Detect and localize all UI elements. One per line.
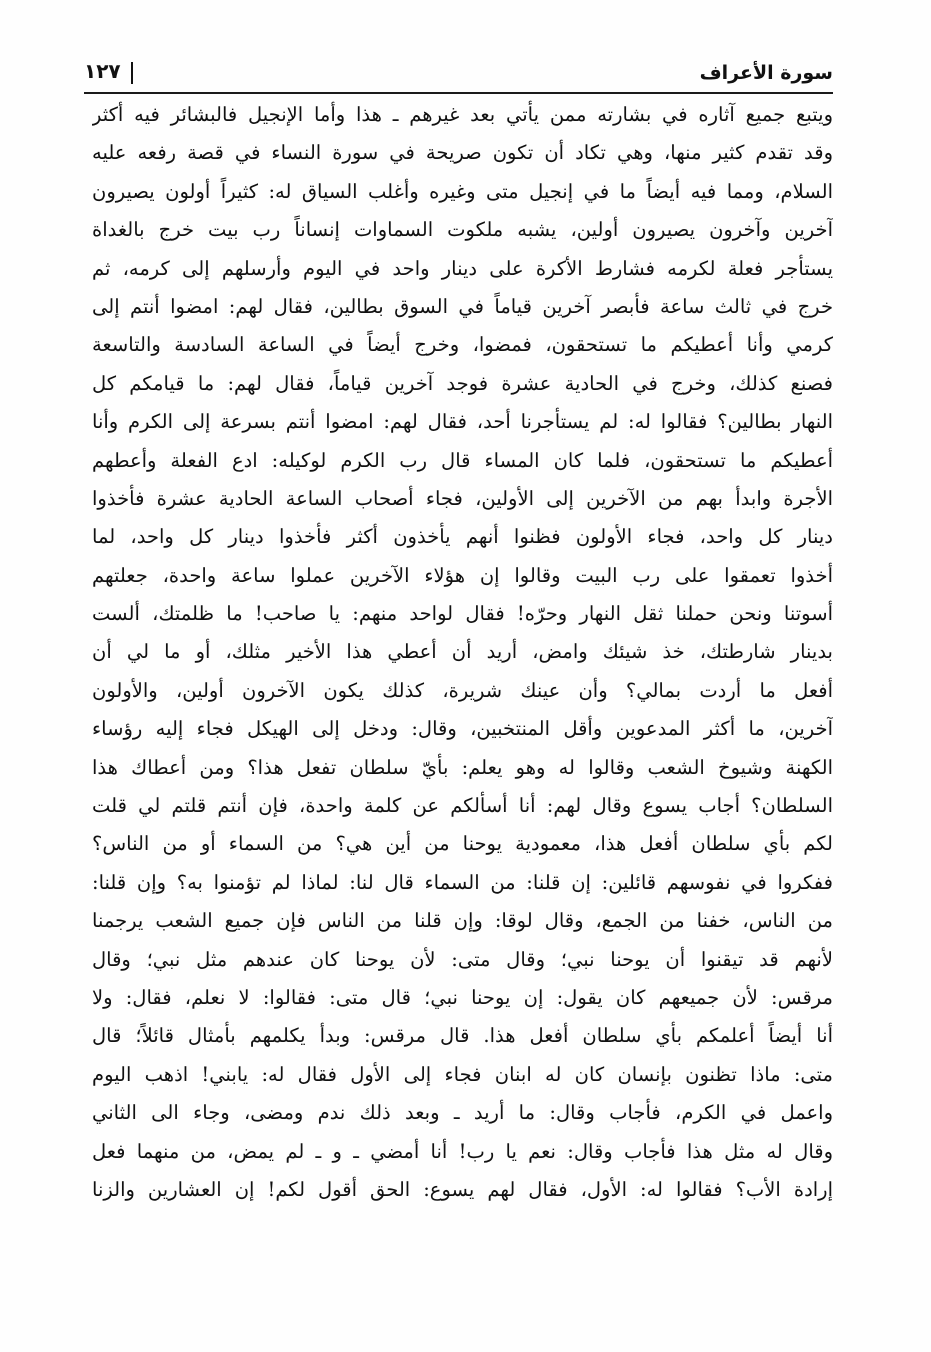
text-line: متى: ماذا تظنون بإنسان كان له ابنان فجاء إلى الأول فقال له: يابني! اذهب اليوم	[92, 1062, 833, 1086]
text-line: إرادة الأب؟ فقالوا له: الأول، فقال لهم يسوع: الحق أقول لكم! إن العشارين والزنا	[92, 1177, 833, 1201]
text-line: آخرين، ما أكثر المدعوين وأقل المنتخبين، وقال: ودخل إلى الهيكل فجاء إليه رؤساء	[92, 717, 833, 741]
text-line: أسوتنا ونحن حملنا ثقل النهار وحرّه! فقال لواحد منهم: يا صاحب! ما ظلمتك، ألست	[92, 602, 833, 626]
text-line: ففكروا في نفوسهم قائلين: إن قلنا: من السماء قال لنا: لماذا لم تؤمنوا به؟ وإن قلنا:	[92, 870, 833, 894]
text-line: أخذوا تعمقوا على رب البيت وقالوا إن هؤلاء الآخرين عملوا ساعة واحدة، جعلتهم	[92, 563, 833, 587]
text-line: خرج في ثالث ساعة فأبصر آخرين قياماً في السوق بطالين، فقال لهم: امضوا أنتم إلى	[92, 294, 833, 318]
page-number-value: ١٢٧	[84, 59, 121, 83]
page-number-divider	[131, 62, 133, 84]
text-line: دينار كل واحد، فجاء الأولون فظنوا أنهم يأخذون أكثر فأخذوا دينار كل واحد، لما	[92, 525, 833, 549]
text-line: السلام، ومما فيه أيضاً ما في إنجيل متى وغيره وأغلب السياق له: كثيراً أولون يصيرون	[92, 179, 833, 203]
text-line: أفعل ما أردت بمالي؟ وأن عينك شريرة، كذلك يكون الآخرون أولين، والأولون	[92, 678, 833, 702]
text-line: من الناس، خفنا من الجمع، وقال لوقا: وإن قلنا من الناس فإن جميع الشعب يرجمنا	[92, 909, 833, 933]
page-number	[84, 58, 133, 84]
text-line: بدينار شارطتك، خذ شيئك وامض، أريد أن أعطي هذا الأخير مثلك، أو ما لي أن	[92, 640, 833, 664]
text-line: مرقس: لأن جميعهم كان يقول: إن يوحنا نبي؛ قال متى: فقالوا: لا نعلم، فقال: ولا	[92, 985, 833, 1009]
text-line: أنا أيضاً أعلمكم بأي سلطان أفعل هذا. قال مرقس: وبدأ يكلمهم بأمثال قائلاً؛ قال	[92, 1024, 833, 1048]
surah-title: سورة الأعراف	[699, 62, 833, 84]
text-line: فصنع كذلك، وخرج في الحادية عشرة فوجد آخرين قياماً، فقال لهم: ما قيامكم كل	[92, 371, 833, 395]
text-line: السلطان؟ أجاب يسوع وقال لهم: أنا أسألكم عن كلمة واحدة، فإن أنتم قلتم لي قلت	[92, 794, 833, 818]
text-line: النهار بطالين؟ فقالوا له: لم يستأجرنا أحد، فقال لهم: امضوا أنتم بسرعة إلى الكرم وأنا	[92, 410, 833, 434]
text-line: ويتبع جميع آثاره في بشارته ممن يأتي بعد غيرهم ـ هذا وأما الإنجيل فالبشائر فيه أكثر	[92, 103, 833, 126]
text-line: أعطيكم ما تستحقون، فلما كان المساء قال رب الكرم لوكيله: ادع الفعلة وأعطهم	[92, 448, 833, 472]
text-line: كرمي وأنا أعطيكم ما تستحقون، فمضوا، وخرج أيضاً في الساعة السادسة والتاسعة	[92, 333, 833, 357]
body-text	[92, 96, 833, 1209]
text-line: واعمل في الكرم، فأجاب وقال: ما أريد ـ وبعد ذلك ندم ومضى، وجاء الى الثاني	[92, 1101, 833, 1125]
text-line: وقد تقدم كثير منها، وهي تكاد أن تكون صريحة في سورة النساء في قصة رفعه عليه	[92, 141, 833, 165]
text-line: يستأجر فعلة لكرمه فشارط الأكرة على دينار واحد في اليوم وأرسلهم إلى كرمه، ثم	[92, 256, 833, 280]
text-line: وقال له مثل هذا فأجاب وقال: نعم يا رب! أنا أمضي ـ و ـ لم يمض، من منهما فعل	[92, 1139, 833, 1163]
text-line: لأنهم قد تيقنوا أن يوحنا نبي؛ وقال متى: لأن يوحنا كان عندهم مثل نبي؛ وقال	[92, 947, 833, 971]
text-line: آخرين وآخرون يصيرون أولين، يشبه ملكوت السماوات إنساناً رب بيت خرج بالغداة	[92, 218, 833, 242]
page-header	[84, 52, 833, 94]
text-line: الكهنة وشيوخ الشعب وقالوا له وهو يعلم: بأيّ سلطان تفعل هذا؟ ومن أعطاك هذا	[92, 755, 833, 779]
text-line: لكم بأي سلطان أفعل هذا، معمودية يوحنا من أين هي؟ من السماء أو من الناس؟	[92, 832, 833, 856]
text-line: الأجرة وابدأ بهم من الآخرين إلى الأولين، فجاء أصحاب الساعة الحادية عشرة فأخذوا	[92, 486, 833, 510]
